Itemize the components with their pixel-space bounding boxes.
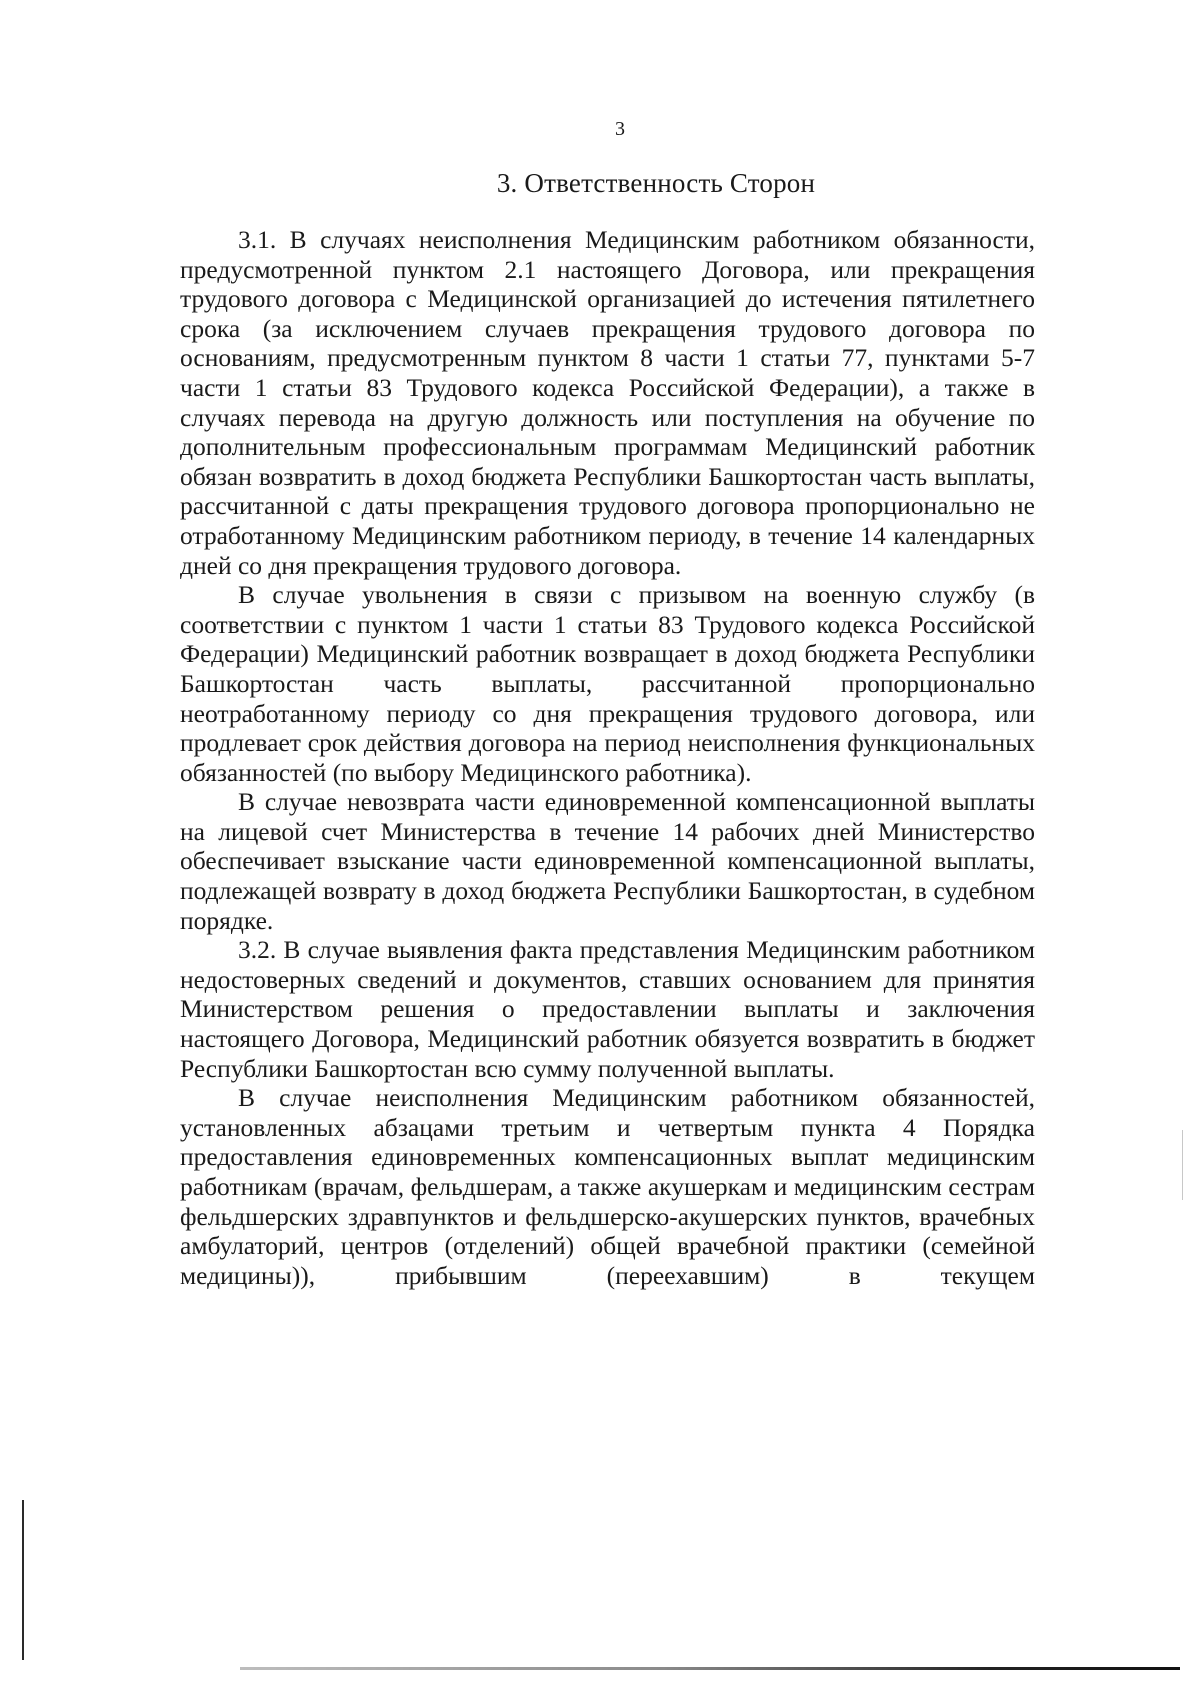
- paragraph-military-dismissal: В случае увольнения в связи с призывом на военную службу (в соответствии с пунктом 1 части 1 статьи 83 Трудового кодекса Российской Федерации) Медицинский работник возвращает в доход бюджета Республики Башкортостан часть выплаты, рассчитанной пропорционально неотработанному периоду со дня прекращения трудового договора, или продлевает срок действия договора на период неисполнения функциональных обязанностей (по выбору Медицинского работника).: [180, 580, 1035, 787]
- paragraph-non-return: В случае невозврата части единовременной компенсационной выплаты на лицевой счет Министерства в течение 14 рабочих дней Министерство обеспечивает взыскание части единовременной компенсационной выплаты, подлежащей возврату в доход бюджета Республики Башкортостан, в судебном порядке.: [180, 787, 1035, 935]
- scan-edge-left: [22, 1500, 24, 1660]
- scan-edge-bottom: [240, 1667, 1180, 1670]
- paragraph-3-2: 3.2. В случае выявления факта представления Медицинским работником недостоверных сведений и документов, ставших основанием для принятия Министерством решения о предоставлении выплаты и заключения настоящего Договора, Медицинский работник обязуется возвратить в бюджет Республики Башкортостан всю сумму полученной выплаты.: [180, 935, 1035, 1083]
- document-body: [180, 225, 1035, 1290]
- paragraph-obligations-breach: В случае неисполнения Медицинским работником обязанностей, установленных абзацами третьим и четвертым пункта 4 Порядка предоставления единовременных компенсационных выплат медицинским работникам (врачам, фельдшерам, а также акушеркам и медицинским сестрам фельдшерских здравпунктов и фельдшерско-акушерских пунктов, врачебных амбулаторий, центров (отделений) общей врачебной практики (семейной медицины)), прибывшим (переехавшим) в текущем: [180, 1083, 1035, 1290]
- section-title: 3. Ответственность Сторон: [496, 168, 816, 198]
- paragraph-3-1: 3.1. В случаях неисполнения Медицинским работником обязанности, предусмотренной пунктом 2.1 настоящего Договора, или прекращения трудового договора с Медицинской организацией до истечения пятилетнего срока (за исключением случаев прекращения трудового договора по основаниям, предусмотренным пунктом 8 части 1 статьи 77, пунктами 5-7 части 1 статьи 83 Трудового кодекса Российской Федерации), а также в случаях перевода на другую должность или поступления на обучение по дополнительным профессиональным программам Медицинский работник обязан возвратить в доход бюджета Республики Башкортостан часть выплаты, рассчитанной с даты прекращения трудового договора пропорционально не отработанному Медицинским работником периоду, в течение 14 календарных дней со дня прекращения трудового договора.: [180, 225, 1035, 580]
- page-number: 3: [615, 118, 625, 140]
- scan-artifact: [1182, 1130, 1183, 1200]
